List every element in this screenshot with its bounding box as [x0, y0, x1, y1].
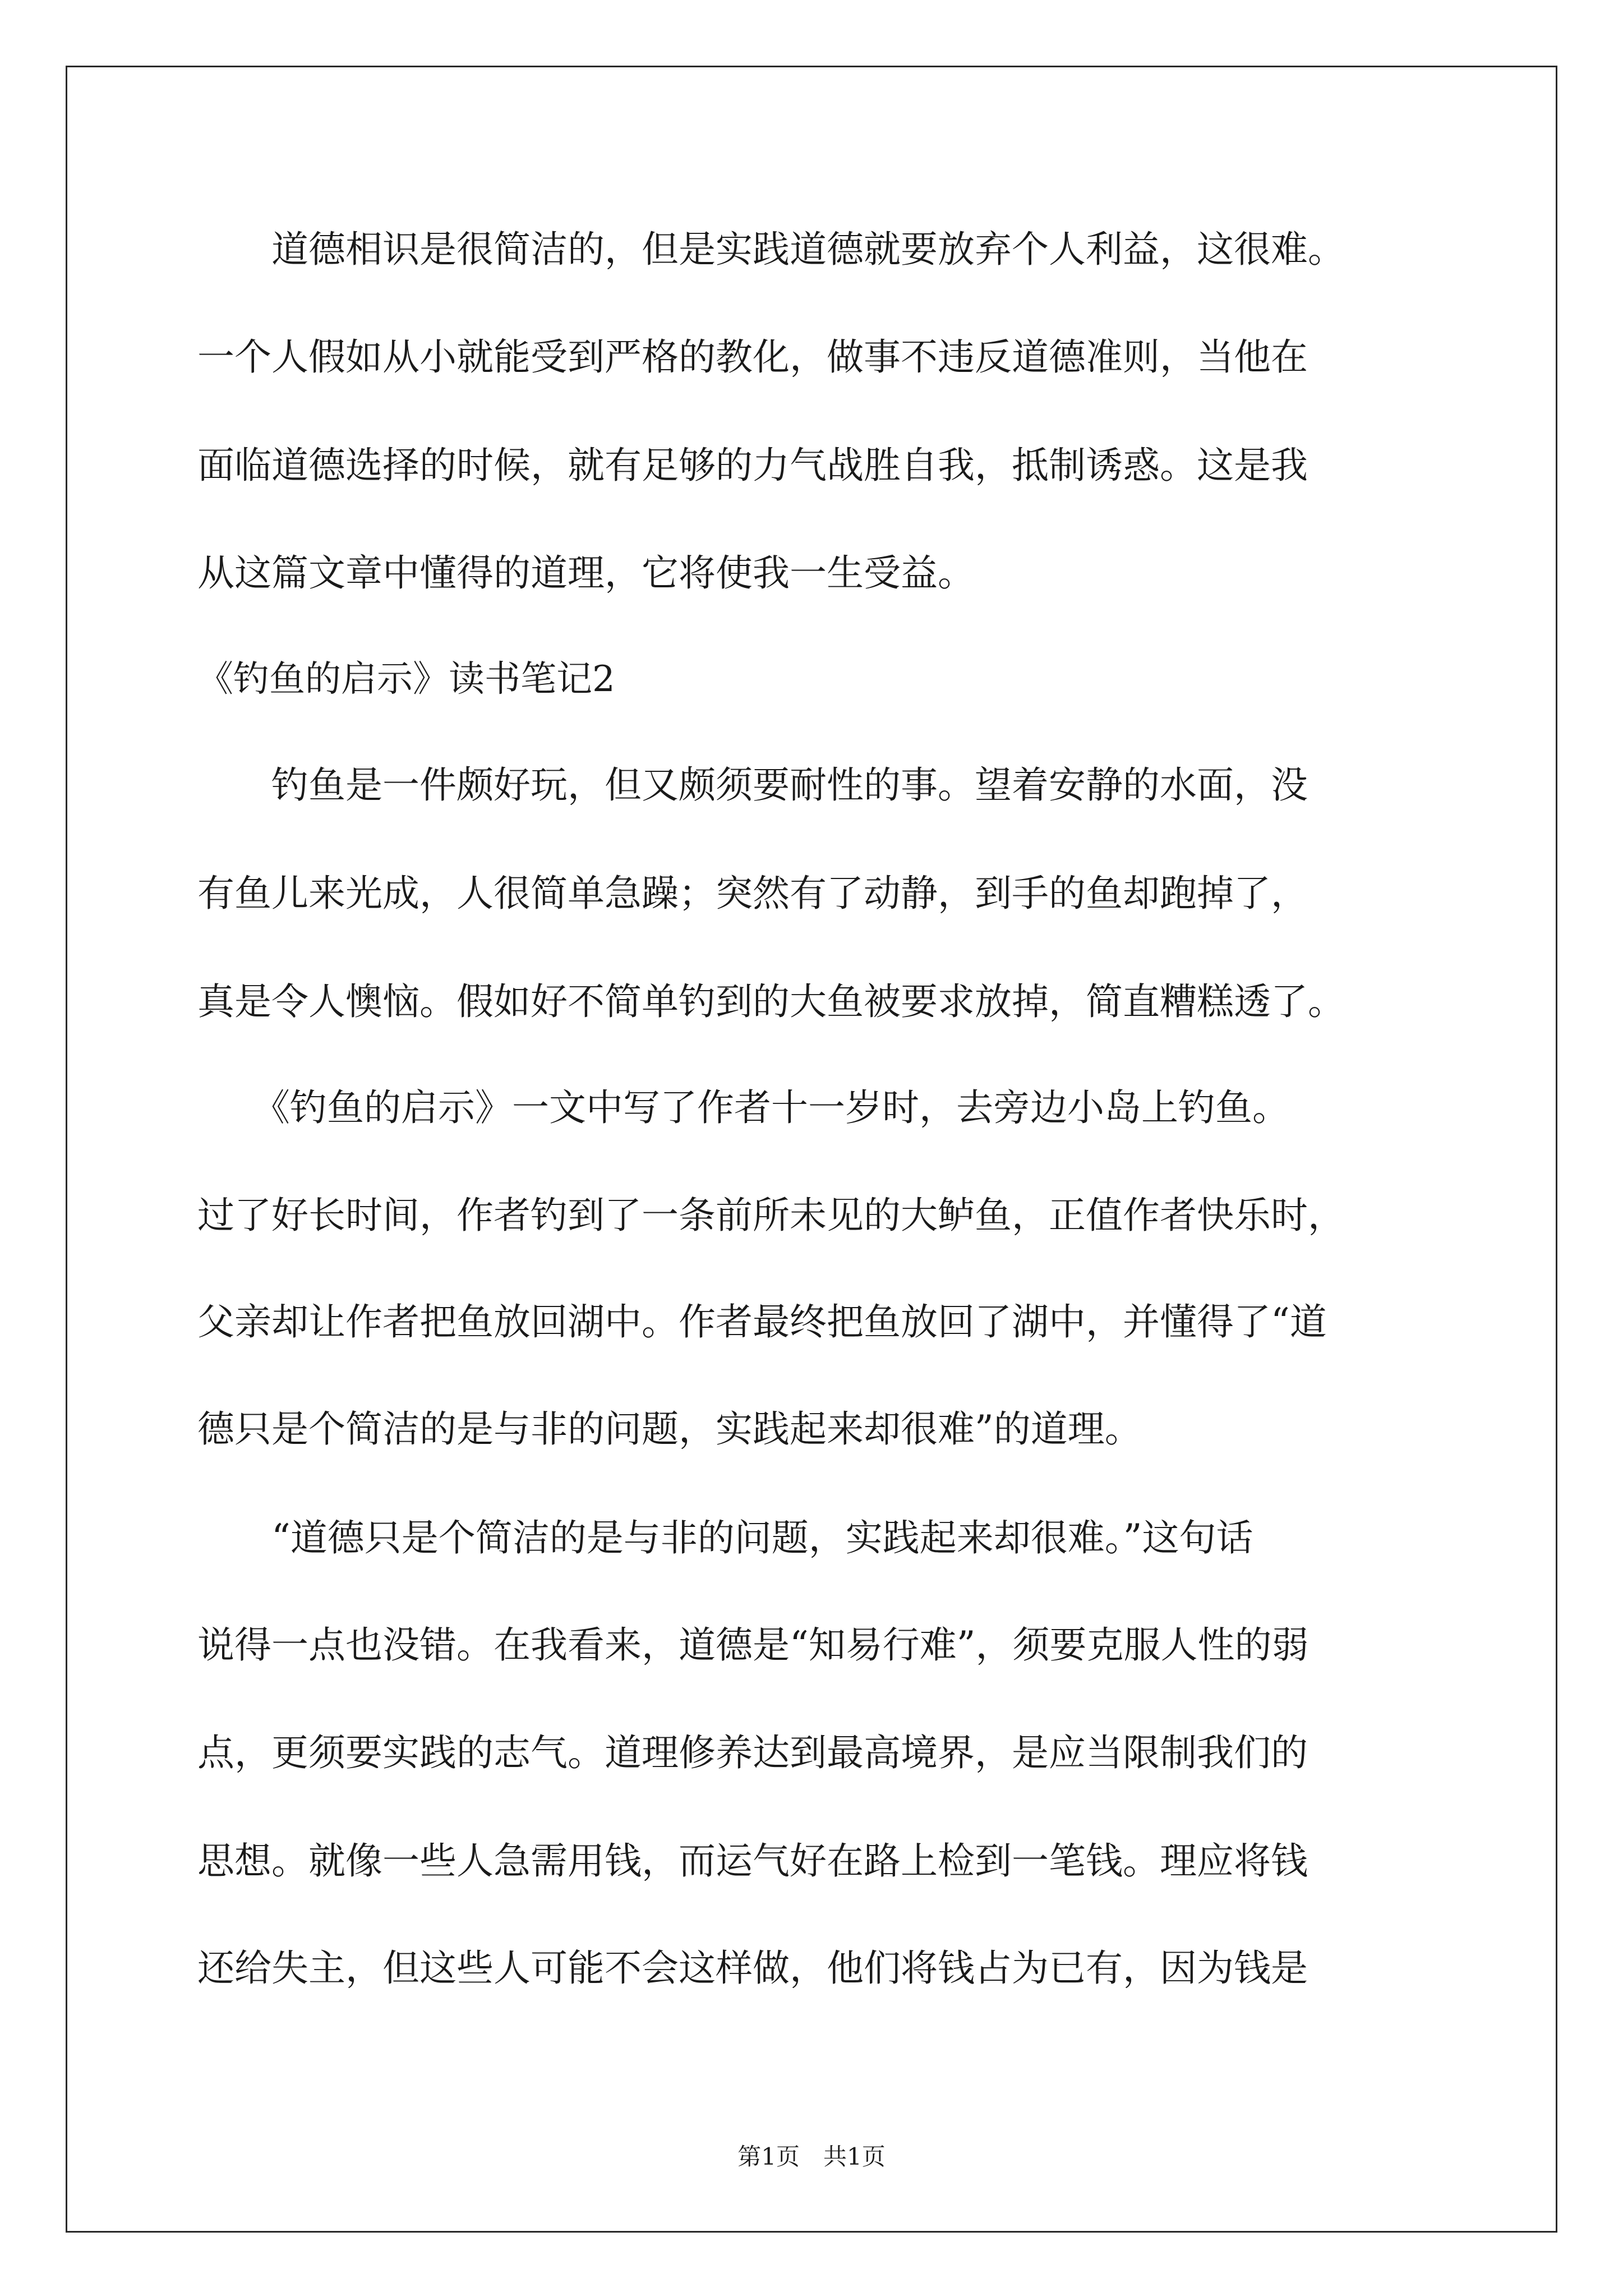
paragraph-line: 还给失主，但这些人可能不会这样做，他们将钱占为已有，因为钱是 [197, 1947, 1308, 1990]
paragraph-line: 过了好长时间，作者钓到了一条前所未见的大鲈鱼，正值作者快乐时， [197, 1194, 1345, 1237]
paragraph-line: 说得一点也没错。在我看来，道德是“知易行难”，须要克服人性的弱 [197, 1623, 1309, 1667]
paragraph-line: 道德相识是很简洁的，但是实践道德就要放弃个人利益，这很难。 [197, 228, 1345, 271]
paragraph-line: 面临道德选择的时候，就有足够的力气战胜自我，抵制诱惑。这是我 [197, 444, 1308, 487]
paragraph-line: 从这篇文章中懂得的道理，它将使我一生受益。 [197, 551, 975, 595]
page-border [66, 66, 1557, 2233]
page-number-footer: 第1页 共1页 [737, 2143, 886, 2170]
paragraph-line: 德只是个简洁的是与非的问题，实践起来却很难”的道理。 [197, 1407, 1142, 1451]
paragraph-line: 有鱼儿来光成，人很简单急躁；突然有了动静，到手的鱼却跑掉了， [197, 872, 1308, 915]
paragraph-line: 点，更须要实践的志气。道理修养达到最高境界，是应当限制我们的 [197, 1731, 1308, 1774]
paragraph-line: 一个人假如从小就能受到严格的教化，做事不违反道德准则，当他在 [197, 335, 1308, 379]
paragraph-line: 《钓鱼的启示》一文中写了作者十一岁时，去旁边小岛上钓鱼。 [197, 1086, 1289, 1129]
paragraph-line: 真是令人懊恼。假如好不简单钓到的大鱼被要求放掉，简直糟糕透了。 [197, 980, 1345, 1023]
paragraph-line: 钓鱼是一件颇好玩，但又颇须要耐性的事。望着安静的水面，没 [197, 763, 1308, 807]
section-heading: 《钓鱼的启示》读书笔记2 [197, 659, 615, 700]
paragraph-line: 父亲却让作者把鱼放回湖中。作者最终把鱼放回了湖中，并懂得了“道 [197, 1300, 1327, 1343]
paragraph-line: “道德只是个简洁的是与非的问题，实践起来却很难。”这句话 [197, 1516, 1253, 1559]
paragraph-line: 思想。就像一些人急需用钱，而运气好在路上检到一笔钱。理应将钱 [197, 1839, 1308, 1883]
